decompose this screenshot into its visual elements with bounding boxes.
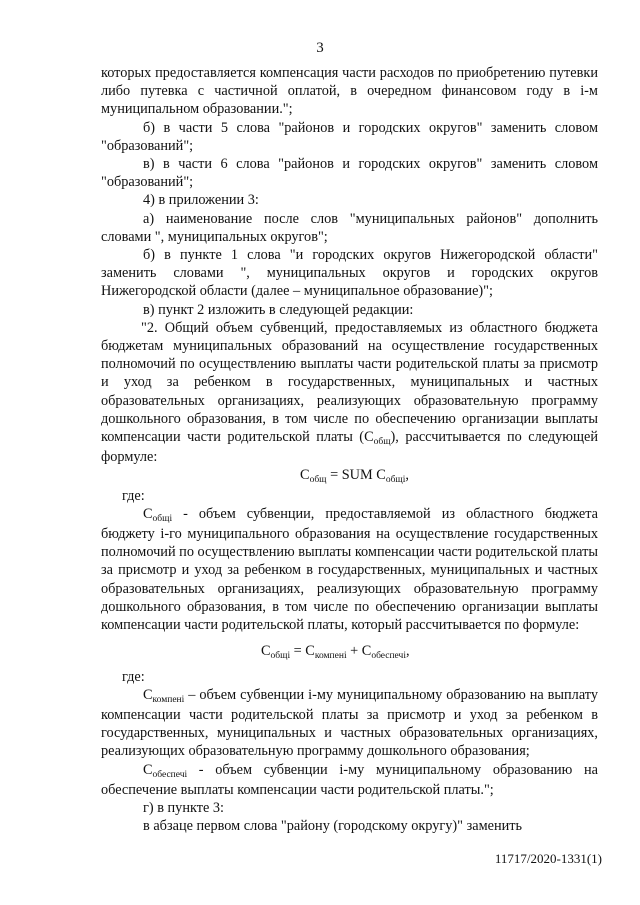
formula2-mid2: + С [346, 643, 372, 660]
formula-total [101, 466, 598, 486]
formula2-sub1: компенi [314, 651, 347, 662]
paragraph-definition-c-obshi [101, 505, 598, 634]
def2-subscript: компенi [152, 694, 185, 705]
document-code: 11717/2020-1331(1) [494, 851, 602, 866]
point2-subscript: общ [373, 437, 391, 448]
paragraph-item-g-point3: г) в пункте 3: [143, 799, 225, 816]
def3-text: - объем субвенции i-му муниципальному образованию на обеспечение выплаты компенсации части родительской платы."; [101, 761, 598, 798]
paragraph-item-v-point2: в) пункт 2 изложить в следующей редакции: [143, 301, 414, 318]
formula-total-sum: = SUM С [326, 467, 386, 484]
paragraph-item-a-title: а) наименование после слов "муниципальных районов" дополнить словами ", муниципальных округов"; [101, 210, 598, 245]
def2-text: – объем субвенции i-му муниципальному образованию на выплату компенсации части родительской платы за присмотр и уход за ребенком в государственных, муниципальных и частных образовательных организациях, реализующих образовательную программу дошкольного образования; [101, 686, 598, 760]
where-label-1: где: [122, 487, 145, 504]
formula2-lhs-sub: общi [270, 651, 291, 662]
paragraph-abzats-first: в абзаце первом слова "району (городскому округу)" заменить [143, 818, 523, 835]
formula2-sub2: обеспечi [371, 651, 406, 662]
def3-subscript: обеспечi [152, 769, 188, 780]
formula-total-rhs-sub: общi [385, 475, 406, 486]
def2-symbol: С [143, 686, 153, 703]
paragraph-item-b-point1: б) в пункте 1 слова "и городских округов Нижегородской области" заменить словами ", муниципальных округов и городских округов Нижегородской области (далее – муниципальное образование)"; [101, 247, 598, 300]
def1-subscript: общi [152, 513, 173, 524]
paragraph-item-4-appendix3: 4) в приложении 3: [143, 192, 259, 209]
formula-total-end: , [405, 467, 409, 484]
formula2-lhs: С [261, 643, 271, 660]
def1-symbol: С [143, 505, 153, 522]
page-number: 3 [316, 40, 324, 56]
def3-symbol: С [143, 761, 153, 778]
paragraph-continuation: которых предоставляется компенсация части расходов по приобретению путевки либо путевка с частичной оплатой, в очередном финансовом году в i-м муниципальном образовании."; [101, 65, 598, 118]
formula-total-lhs-sub: общ [309, 475, 327, 486]
formula-per-municipality [101, 642, 598, 662]
formula-total-lhs: С [300, 467, 310, 484]
paragraph-definition-c-kompen [101, 686, 598, 761]
paragraph-point2-text [101, 319, 598, 467]
formula2-end: , [405, 643, 410, 660]
point2-text-part1: "2. Общий объем субвенций, предоставляемых из областного бюджета бюджетам муниципальных образований на осуществление государственных полномочий по осуществлению выплаты части родительской платы за присмотр и уход за ребенком в государственных, муниципальных и частных образовательных организациях, реализующих образовательную программу дошкольного образования, в том числе по обеспечению организации выплаты компенсации части родительской платы (С [101, 319, 598, 446]
point2-text-part2: ), рассчитывается по следующей формуле: [101, 429, 598, 466]
formula2-mid1: = С [290, 643, 315, 660]
paragraph-definition-c-obespech [101, 761, 598, 799]
document-body [101, 64, 598, 835]
def1-text: - объем субвенции, предоставляемой из областного бюджета бюджету i-го муниципального образования на осуществление государственных полномочий по осуществлению выплаты компенсации части родительской платы за присмотр и уход за ребенком в государственных, муниципальных и частных образовательных организациях, реализующих образовательную программу дошкольного образования, в том числе по обеспечению организации выплаты компенсации части родительской платы, который рассчитывается по формуле: [101, 505, 598, 634]
paragraph-item-b-part5: б) в части 5 слова "районов и городских округов" заменить словом "образований"; [101, 119, 598, 154]
where-label-2: где: [122, 668, 145, 685]
paragraph-item-v-part6: в) в части 6 слова "районов и городских округов" заменить словом "образований"; [101, 156, 598, 191]
